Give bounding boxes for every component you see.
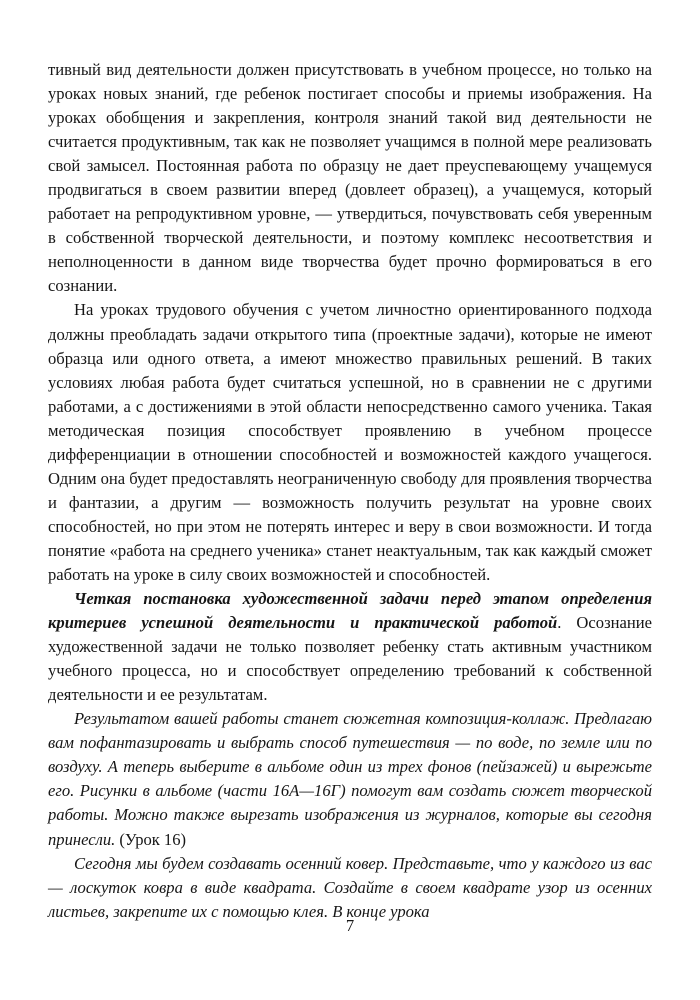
paragraph-4-body: Результатом вашей работы станет сюжетная композиция-коллаж. Предлагаю вам пофантазировать и выбрать способ путешествия — по воде, по земле или по воздуху. А теперь выберите в альбоме один из трех фонов (пейзажей) и вырежьте его. Рисунки в альбоме (части 16А—16Г) помогут вам создать сюжет творческой работы. Можно также вырезать изображения из журналов, которые вы сегодня принесли. bbox=[48, 709, 652, 849]
paragraph-5: Сегодня мы будем создавать осенний ковер. Представьте, что у каждого из вас — лоскуток ковра в виде квадрата. Создайте в своем квадрате узор из осенних листьев, закрепите их с помощью клея. В конце урока bbox=[48, 853, 652, 921]
paragraph-3 bbox=[48, 587, 652, 707]
page-text-block bbox=[48, 58, 652, 924]
paragraph-2: На уроках трудового обучения с учетом личностно ориентированного подхода должны преобладать задачи открытого типа (проектные задачи), которые не имеют образца или одного ответа, а имеют множество правильных решений. В таких условиях любая работа будет считаться успешной, но в сравнении не с другими работами, а с достижениями в этой области непосредственно самого ученика. Такая методическая позиция способствует проявлению в учебном процессе дифференциации в отношении способностей и возможностей каждого учащегося. Одним она будет предоставлять неограниченную свободу для проявления творчества и фантазии, а другим — возможность получить результат на уровне своих способностей, но при этом не потерять интерес и веру в свои возможности. И тогда понятие «работа на среднего ученика» станет неактуальным, так как каждый сможет работать на уроке в силу своих возможностей и способностей. bbox=[48, 300, 652, 584]
paragraph-3-body: . Осознание художественной задачи не только позволяет ребенку стать активным участником учебного процесса, но и способствует определению требований к собственной деятельности и ее результатам. bbox=[48, 613, 652, 705]
paragraph-3-lead-emphasis: Четкая постановка художественной задачи перед этапом определения критериев успешной деятельности и практической работой bbox=[48, 589, 652, 633]
paragraph-1: тивный вид деятельности должен присутствовать в учебном процессе, но только на уроках новых знаний, где ребенок постигает способы и приемы изображения. На уроках обобщения и закрепления, контроля знаний такой вид деятельности не считается продуктивным, так как не позволяет учащимся в полной мере реализовать свой замысел. Постоянная работа по образцу не дает преуспевающему учащемуся продвигаться в своем развитии вперед (довлеет образец), а учащемуся, который работает на репродуктивном уровне, — утвердиться, почувствовать себя уверенным в собственной творческой деятельности, и поэтому комплекс несоответствия и неполноценности в данном виде творчества будет прочно формироваться в его сознании. bbox=[48, 60, 652, 296]
paragraph-4 bbox=[48, 707, 652, 851]
paragraph-4-lesson-reference: (Урок 16) bbox=[115, 829, 187, 849]
page-number: 7 bbox=[345, 916, 355, 935]
